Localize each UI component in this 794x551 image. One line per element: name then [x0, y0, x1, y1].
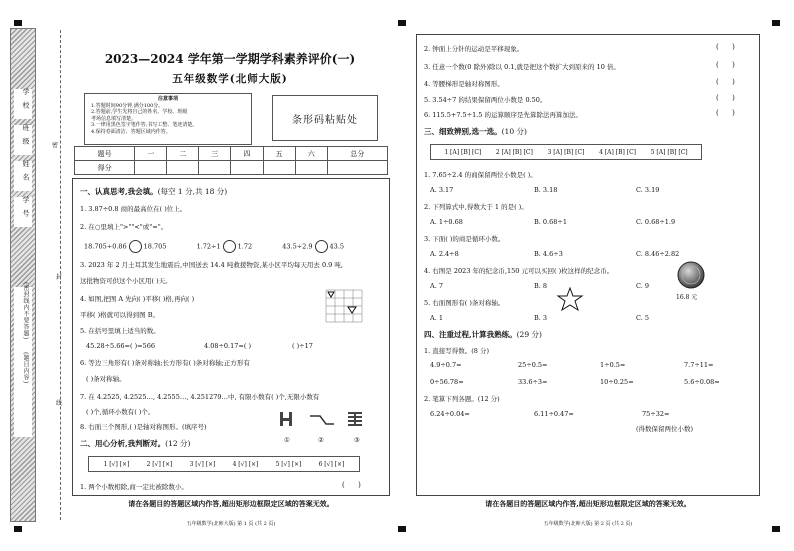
figure-label-3: ③ [354, 436, 360, 444]
answer-parens: ( ) [716, 94, 735, 102]
section-3-heading [424, 126, 527, 137]
section-1-title: 一、认真思考,我会填。 [80, 187, 158, 196]
compare-left: 1.72÷1 [196, 242, 221, 251]
registration-mark [14, 526, 22, 532]
choice-5-option-a: A. 1 [430, 314, 443, 322]
judgement-answer[interactable]: 4 [√] [×] [232, 460, 259, 468]
class-label: 班 级 [22, 124, 30, 147]
question-6: 6. 等边三角形有( )条对称轴;长方形有( )条对称轴;正方形有 [80, 359, 250, 367]
part-1-title: 1. 直接写得数。(8 分) [424, 347, 490, 355]
section-1-hint: (每空 1 分,共 18 分) [157, 187, 228, 196]
score-header: 总分 [327, 147, 387, 161]
section-2-heading [80, 438, 190, 449]
answer-parens: ( ) [716, 109, 735, 117]
oral-calc: 1÷0.5= [600, 361, 626, 369]
judgement-3: 3. 任意一个数(0 除外)除以 0.1,就是把这个数扩大到原来的 10 倍。 [424, 63, 620, 71]
choice-3-option-b: B. 4.6÷3 [534, 250, 563, 258]
choice-answer[interactable]: 4 [A] [B] [C] [599, 148, 637, 156]
score-header: 一 [135, 147, 167, 161]
question-3: 3. 2023 年 2 月土耳其发生地震后,中国送去 14.4 吨救援物资,某小区平均每天用去 0.9 吨, [80, 261, 343, 269]
compare-circle[interactable] [223, 240, 236, 253]
compare-left: 43.5÷2.9 [282, 242, 313, 251]
choice-answer[interactable]: 1 [A] [B] [C] [444, 148, 482, 156]
question-2: 2. 在○里填上">""<"或"="。 [80, 223, 168, 231]
symmetry-figures [276, 410, 372, 434]
question-4: 4. 如图,把图 A 先向( )平移( )格,再向( ) [80, 295, 195, 303]
student-id-label: 学 号 [22, 196, 30, 219]
answer-parens: ( ) [716, 78, 735, 86]
score-cell[interactable] [199, 161, 231, 175]
score-cell[interactable] [167, 161, 199, 175]
question-7-cont: ( )个,循环小数有( )个。 [86, 408, 155, 416]
notice-line: 3.一律用黑色签字笔作答,书写工整、笔迹清楚。 [91, 122, 198, 128]
written-calc: 6.24÷0.04= [430, 410, 470, 418]
seal-char: 密 [52, 142, 59, 149]
choice-4-option-b: B. 8 [534, 282, 548, 290]
answer-parens: ( ) [716, 61, 735, 69]
score-row-label: 得分 [75, 161, 135, 175]
compare-right: 18.705 [143, 242, 167, 251]
page-title: 2023—2024 学年第一学期学科素养评价(一) [104, 52, 356, 66]
score-header: 二 [167, 147, 199, 161]
choice-5: 5. 右面图形有( )条对称轴。 [424, 299, 505, 307]
compare-left: 18.705÷0.86 [84, 242, 127, 251]
score-header: 题号 [75, 147, 135, 161]
question-5-item: 4.08÷0.17=( ) [204, 342, 251, 350]
judgement-answer[interactable]: 1 [√] [×] [103, 460, 130, 468]
judgement-2: 2. 钟面上分针的运动是平移现象。 [424, 45, 524, 53]
registration-mark [398, 20, 406, 26]
choice-3: 3. 下面( )的商是循环小数。 [424, 235, 505, 243]
question-5: 5. 在括号里填上适当的数。 [80, 327, 160, 335]
judgement-answer[interactable]: 2 [√] [×] [146, 460, 173, 468]
rounding-note: (得数保留两位小数) [636, 425, 694, 433]
oral-calc: 0÷56.78= [430, 378, 464, 386]
choice-3-option-c: C. 8.46÷2.82 [636, 250, 680, 258]
written-calc: 6.11÷0.47= [534, 410, 574, 418]
judgement-4: 4. 等腰梯形是轴对称图形。 [424, 80, 504, 88]
oral-calc: 4.9÷0.7= [430, 361, 462, 369]
oral-calc: 33.6÷3= [518, 378, 548, 386]
score-header: 六 [295, 147, 327, 161]
choice-4-option-c: C. 9 [636, 282, 650, 290]
star-figure [556, 286, 584, 312]
question-3-cont: 这批物资可供这个小区用( )天。 [80, 277, 172, 285]
score-cell[interactable] [231, 161, 263, 175]
oral-calc: 25÷0.5= [518, 361, 548, 369]
section-2-hint: (12 分) [165, 439, 191, 448]
answer-parens: ( ) [342, 481, 361, 489]
compare-right: 43.5 [329, 242, 345, 251]
commemorative-coin [676, 260, 706, 290]
seal-char: 封 [56, 274, 63, 281]
judgement-5: 5. 3.54÷7 的结果保留两位小数是 0.50。 [424, 96, 547, 104]
compare-circle[interactable] [315, 240, 328, 253]
seal-notice: (密封线内不要答题) [22, 282, 29, 340]
choice-answer[interactable]: 2 [A] [B] [C] [495, 148, 533, 156]
choice-1: 1. 7.65÷2.4 的商保留两位小数是( )。 [424, 171, 537, 179]
coin-price: 16.8 元 [676, 294, 698, 301]
choice-2-option-a: A. 1÷0.68 [430, 218, 463, 226]
question-6-cont: ( )条对称轴。 [86, 375, 126, 383]
choice-1-option-c: C. 3.19 [636, 186, 660, 194]
cut-line [60, 30, 61, 520]
notice-title: 注意事项 [157, 96, 178, 102]
score-header: 三 [199, 147, 231, 161]
question-2-items [84, 240, 344, 253]
notice-line: 考场信息填写清楚。 [91, 115, 137, 122]
choice-answer-box [430, 144, 702, 160]
compare-circle[interactable] [129, 240, 142, 253]
judgement-answer[interactable]: 6 [√] [×] [318, 460, 345, 468]
barcode-area: 条形码粘贴处 [272, 95, 378, 141]
question-5-item: 45.28÷5.66=( )=566 [86, 342, 155, 350]
choice-4: 4. 右图是 2023 年的纪念币,150 元可以买回( )枚这样的纪念币。 [424, 267, 614, 275]
score-cell[interactable] [295, 161, 327, 175]
figure-a [328, 292, 334, 297]
section-3-title: 三、细致辨别,选一选。 [424, 127, 502, 136]
section-1-heading [80, 186, 227, 197]
judgement-answer[interactable]: 3 [√] [×] [189, 460, 216, 468]
answer-parens: ( ) [716, 43, 735, 51]
figure-label-1: ① [284, 436, 290, 444]
choice-4-option-a: A. 7 [430, 282, 443, 290]
section-4-title: 四、注重过程,计算我熟练。 [424, 330, 517, 339]
registration-mark [772, 20, 780, 26]
section-4-hint: (29 分) [516, 330, 542, 339]
choice-5-option-c: C. 5 [636, 314, 650, 322]
score-table [74, 146, 388, 175]
written-calc: 75÷32≈ [642, 410, 670, 418]
page-number: 五年级数学(北师大版) 第 2 页 (共 2 页) [543, 521, 633, 527]
question-4-cont: 平移( )格就可以得到图 B。 [80, 311, 159, 319]
question-8: 8. 右面三个图形,( )是轴对称图形。(填序号) [80, 423, 207, 431]
choice-1-option-b: B. 3.18 [534, 186, 558, 194]
name-label: 姓 名 [22, 160, 30, 183]
registration-mark [772, 526, 780, 532]
footer-notice: 请在各题目的答题区域内作答,超出矩形边框限定区域的答案无效。 [485, 499, 691, 508]
notice-line: 4.保持卷面清洁、答题区域内作答。 [91, 128, 171, 135]
page-subtitle: 五年级数学(北师大版) [172, 73, 288, 85]
score-header: 四 [231, 147, 263, 161]
judgement-answer[interactable]: 5 [√] [×] [275, 460, 302, 468]
score-cell[interactable] [327, 161, 387, 175]
part-2-title: 2. 笔算下列各题。(12 分) [424, 395, 500, 403]
score-cell[interactable] [263, 161, 295, 175]
question-1: 1. 3.87÷0.8 商的最高位在( )位上。 [80, 205, 187, 213]
choice-5-option-b: B. 3 [534, 314, 548, 322]
score-header: 五 [263, 147, 295, 161]
registration-mark [398, 526, 406, 532]
judgement-6: 6. 115.5+7.5÷1.5 的运算顺序是先算除法再算加法。 [424, 111, 583, 119]
score-cell[interactable] [135, 161, 167, 175]
section-3-hint: (10 分) [501, 127, 527, 136]
question-7: 7. 在 4.2525, 4.2525…, 4.2555…, 4.251279…中, 有限小数有( )个,无限小数有 [80, 393, 320, 401]
seal-notice-2: (题目内容) [22, 352, 29, 384]
page-number: 五年级数学(北师大版) 第 1 页 (共 2 页) [186, 521, 276, 527]
figure-label-2: ② [318, 436, 324, 444]
compare-right: 1.72 [237, 242, 253, 251]
seal-char: 线 [56, 400, 63, 407]
notice-line: 2.答题前,学生先将自己的姓名、学校、班级 [91, 109, 188, 115]
question-5-item: ( )÷17 [292, 342, 313, 350]
notice-box [84, 93, 252, 145]
registration-mark [14, 20, 22, 26]
judgement-1: 1. 两个小数相除,商一定比被除数小。 [80, 483, 188, 491]
oral-calc: 10÷0.25= [600, 378, 634, 386]
judgement-answer-box [88, 456, 360, 472]
grid-figure [322, 288, 366, 324]
oral-calc: 7.7÷11= [684, 361, 714, 369]
section-4-heading [424, 329, 542, 340]
choice-2-option-b: B. 0.68÷1 [534, 218, 567, 226]
oral-calc: 5.6÷0.08= [684, 378, 720, 386]
footer-notice: 请在各题目的答题区域内作答,超出矩形边框限定区域的答案无效。 [128, 499, 334, 508]
notice-line: 1.答题时间90分钟,满分100分。 [91, 102, 164, 109]
choice-3-option-a: A. 2.4÷8 [430, 250, 459, 258]
figure-b [348, 307, 356, 313]
choice-2-option-c: C. 0.68÷1.9 [636, 218, 676, 226]
choice-answer[interactable]: 3 [A] [B] [C] [547, 148, 585, 156]
school-label: 学 校 [22, 88, 30, 111]
choice-answer[interactable]: 5 [A] [B] [C] [650, 148, 688, 156]
section-2-title: 二、用心分析,我判断对。 [80, 439, 166, 448]
choice-1-option-a: A. 3.17 [430, 186, 454, 194]
choice-2: 2. 下列算式中,得数大于 1 的是( )。 [424, 203, 528, 211]
